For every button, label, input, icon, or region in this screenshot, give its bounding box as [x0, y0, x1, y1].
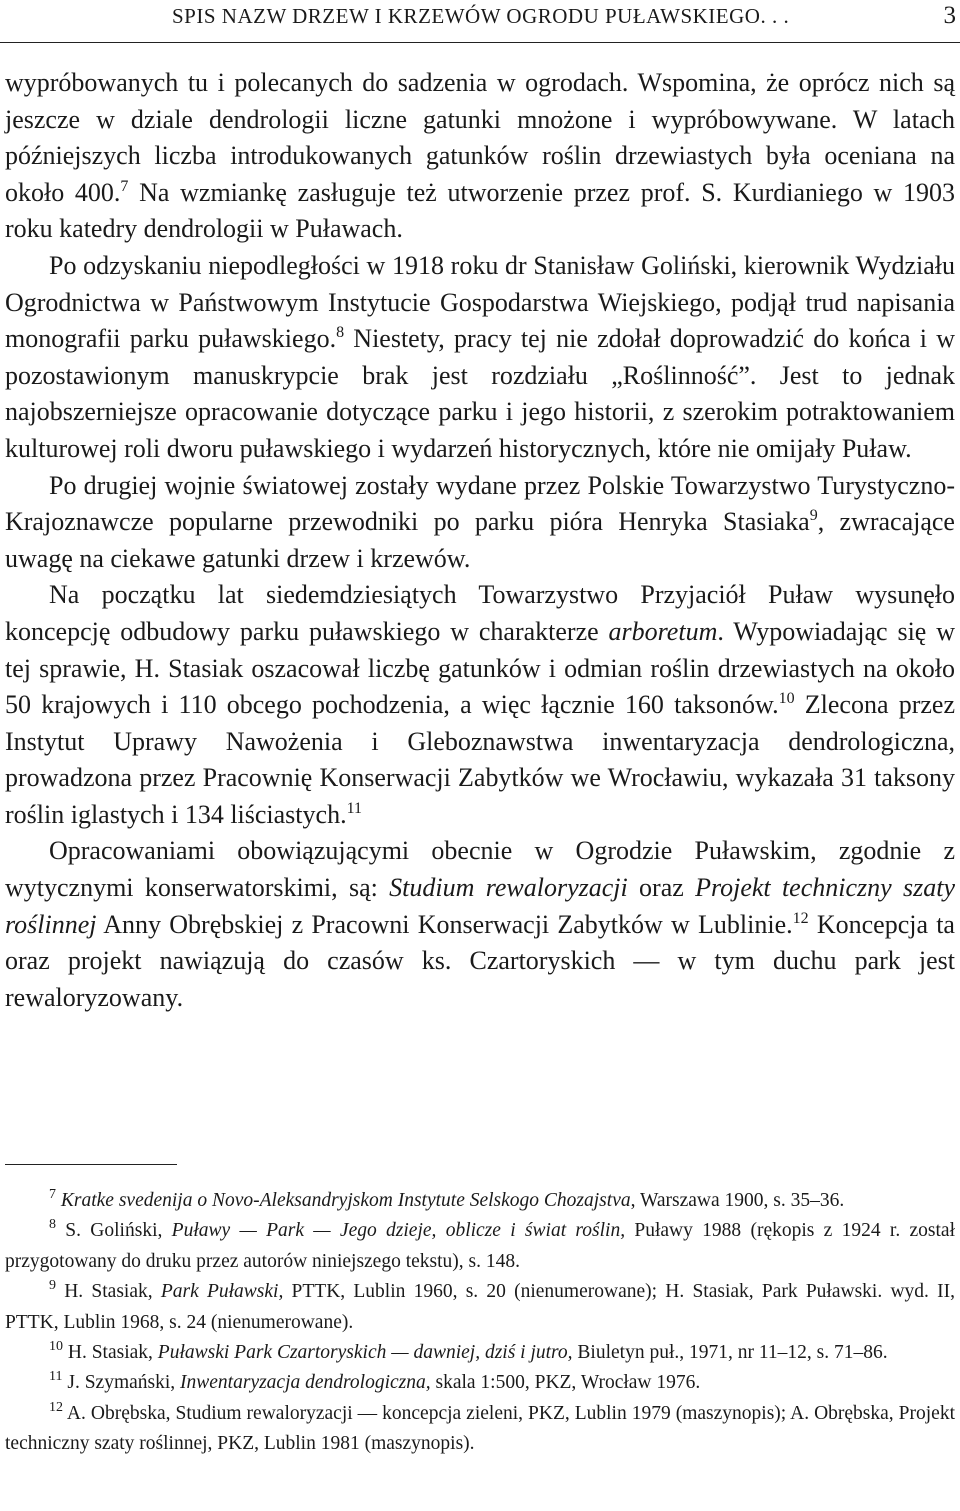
- footnote-ref: 8: [49, 1217, 56, 1233]
- footnote-ref: 7: [120, 177, 129, 195]
- text-run: Na wzmiankę zasługuje też utworzenie przez prof. S. Kurdianiego w 1903 roku katedry dendrologii w Puławach.: [5, 177, 955, 244]
- italic-text: Puławy — Park — Jego dzieje, oblicze i świat roślin,: [171, 1220, 626, 1242]
- italic-text: Inwentaryzacja dendrologiczna,: [180, 1372, 431, 1394]
- footnote: [5, 1399, 955, 1460]
- italic-text: Studium rewaloryzacji: [389, 873, 628, 903]
- text-run: Niestety, pracy tej nie zdołał doprowadzić do końca i w pozostawionym manuskrypcie brak jest rozdziału „Roślinność”. Jest to jednak najobszerniejsze opracowanie dotyczące parku i jego historii, z szerokim potraktowaniem kulturowej roli dworu puławskiego i wydarzeń historycznych, które nie omijały Puław.: [5, 324, 955, 463]
- text-run: H. Stasiak,: [63, 1342, 158, 1364]
- italic-text: Projekt techniczny szaty roślinnej: [5, 873, 955, 939]
- text-run: , zwracające uwagę na ciekawe gatunki drzew i krzewów.: [5, 507, 955, 573]
- text-run: H. Stasiak,: [56, 1281, 161, 1303]
- footnote-ref: 10: [49, 1339, 63, 1355]
- italic-text: arboretum: [608, 616, 718, 646]
- footnote: [5, 1186, 955, 1216]
- footnote: [5, 1216, 955, 1277]
- text-run: skala 1:500, PKZ, Wrocław 1976.: [430, 1372, 701, 1394]
- footnote-ref: 10: [778, 690, 795, 708]
- italic-text: Park Puławski,: [160, 1281, 284, 1303]
- page-number: 3: [943, 2, 956, 29]
- text-run: Zlecona przez Instytut Uprawy Nawożenia i Gleboznawstwa inwentaryzacja dendrologiczna, prowadzona przez Pracownię Konserwacji Zabytków we Wrocławiu, wykazała 31 taksony roślin iglastych i 134 liściastych.: [5, 690, 955, 829]
- footnote-ref: 9: [49, 1278, 56, 1294]
- text-run: , Warszawa 1900, s. 35–36.: [630, 1190, 845, 1211]
- running-header: [0, 0, 960, 43]
- paragraph: [5, 248, 955, 468]
- text-run: Biuletyn puł., 1971, nr 11–12, s. 71–86.: [572, 1342, 888, 1364]
- footnote: [5, 1338, 955, 1368]
- footnote-ref: 11: [49, 1369, 63, 1385]
- text-run: Opracowaniami obowiązującymi obecnie w Ogrodzie Puławskim, zgodnie z wytycznymi konserwatorskimi, są:: [5, 836, 955, 903]
- body-text: [5, 65, 955, 1016]
- text-run: Koncepcja ta oraz projekt nawiązują do czasów ks. Czartoryskich — w tym duchu park jest rewaloryzowany.: [5, 909, 955, 1012]
- footnote-ref: 11: [346, 799, 362, 817]
- footnote: [5, 1368, 955, 1398]
- running-title: SPIS NAZW DRZEW I KRZEWÓW OGRODU PUŁAWSKIEGO. . .: [172, 4, 790, 28]
- paragraph: [5, 577, 955, 833]
- text-run: Po drugiej wojnie światowej zostały wydane przez Polskie Towarzystwo Turystyczno-Krajoznawcze popularne przewodniki po parku pióra Henryka Stasiaka: [5, 470, 955, 537]
- footnote-ref: 12: [49, 1399, 63, 1415]
- text-run: S. Goliński,: [56, 1220, 172, 1242]
- text-run: Anny Obrębskiej z Pracowni Konserwacji Zabytków w Lublinie.: [96, 909, 793, 939]
- text-run: PTTK, Lublin 1960, s. 20 (nienumerowane); H. Stasiak, Park Puławski. wyd. II, PTTK, Lublin 1968, s. 24 (nienumerowane).: [5, 1281, 955, 1333]
- text-run: Na początku lat siedemdziesiątych Towarzystwo Przyjaciół Puław wysunęło koncepcję odbudowy parku puławskiego w charakterze: [5, 580, 955, 646]
- paragraph: [5, 65, 955, 248]
- text-run: Puławy 1988 (rękopis z 1924 r. został przygotowany do druku przez autorów niniejszego tekstu), s. 148.: [5, 1220, 955, 1272]
- footnote-ref: 7: [49, 1187, 56, 1202]
- footnote-divider: [5, 1164, 177, 1165]
- paragraph: [5, 833, 955, 1016]
- text-run: wypróbowanych tu i polecanych do sadzenia w ogrodach. Wspomina, że oprócz nich są jeszcze w dziale dendrologii liczne gatunki mnożone i wypróbowywane. W latach późniejszych liczba introdukowanych gatunków roślin drzewiastych była oceniana na około 400.: [5, 68, 955, 207]
- footnotes: [5, 1186, 955, 1460]
- paragraph: [5, 468, 955, 578]
- footnote-ref: 8: [336, 324, 345, 342]
- italic-text: Kratke svedenija o Novo-Aleksandryjskom Instytute Selskogo Chozajstva: [60, 1190, 631, 1211]
- footnote: [5, 1277, 955, 1338]
- text-run: J. Szymański,: [62, 1372, 181, 1394]
- italic-text: Puławski Park Czartoryskich — dawniej, dziś i jutro,: [157, 1342, 573, 1364]
- text-run: A. Obrębska, Studium rewaloryzacji — koncepcja zieleni, PKZ, Lublin 1979 (maszynopis); A. Obrębska, Projekt techniczny szaty roślinnej, PKZ, Lublin 1981 (maszynopis).: [5, 1402, 955, 1455]
- footnote-ref: 12: [792, 909, 809, 927]
- text-run: Po odzyskaniu niepodległości w 1918 roku dr Stanisław Goliński, kierownik Wydziału Ogrodnictwa w Państwowym Instytucie Gospodarstwa Wiejskiego, podjął trud napisania monografii parku puławskiego.: [5, 250, 955, 354]
- text-run: . Wypowiadając się w tej sprawie, H. Stasiak oszacował liczbę gatunków i odmian roślin drzewiastych na około 50 krajowych i 110 obcego pochodzenia, a więc łącznie 160 taksonów.: [5, 616, 955, 720]
- footnote-ref: 9: [809, 507, 818, 525]
- text-run: oraz: [627, 873, 696, 903]
